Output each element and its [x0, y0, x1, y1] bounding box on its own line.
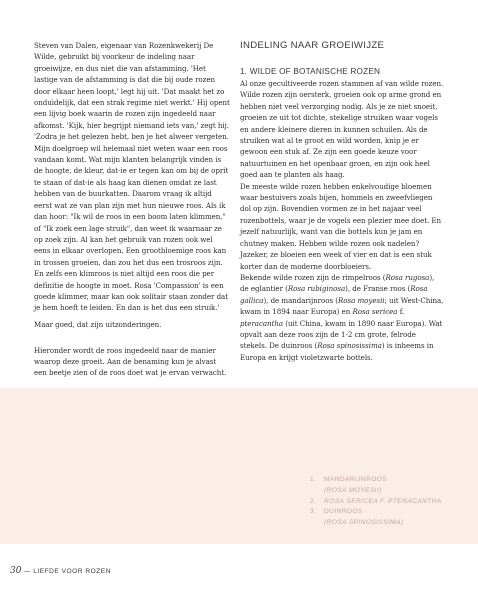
- text-span: f.: [397, 307, 405, 317]
- caption-name: ROSA SERICEA F. PTERACANTHA: [324, 497, 442, 505]
- latin-name: Rosa rugosa: [385, 272, 430, 282]
- caption-number: 3.: [310, 508, 317, 516]
- caption-latin: (ROSA SPINOSISSIMA): [324, 519, 404, 527]
- footer-separator: —: [21, 568, 34, 575]
- text-span: ) is inheems in Europa en krijgt violetzwarte bottels.: [240, 341, 434, 362]
- latin-name: Rosa moyesii: [337, 295, 385, 305]
- paragraph-intro: Hieronder wordt de roos ingedeeld naar de manier waarop deze groeit. Aan de benaming kun je alvast een beetje zien of de roos doet wat je ervan verwacht.: [34, 345, 227, 378]
- image-caption-list: [310, 475, 460, 529]
- right-text-column: [240, 40, 445, 363]
- caption-name: MANDARIJNROOS: [324, 476, 388, 483]
- caption-item: [310, 475, 460, 486]
- book-title: LIEFDE VOOR ROZEN: [33, 568, 111, 575]
- latin-name: Rosa gallica: [240, 284, 428, 305]
- text-span: ), de Franse roos (: [345, 284, 411, 294]
- latin-name: Rosa spinosissima: [317, 341, 382, 351]
- paragraph-exceptions: Maar goed, dat zijn uitzonderingen.: [34, 320, 162, 330]
- text-span: Bekende wilde rozen zijn de rimpelroos (: [240, 272, 386, 282]
- text-span: (uit China, kwam in 1890 naar Europa). Wat opvalt aan deze roos zijn de 1-2 cm grote, felrode stekels. De duinroos (: [240, 318, 443, 351]
- caption-number: 1.: [310, 476, 317, 483]
- text-span: ), de eglantier (: [240, 272, 435, 294]
- latin-name: Rosa rubiginosa: [287, 284, 346, 294]
- text-span: ; uit West-China, kwam in 1894 naar Europa) en: [240, 295, 444, 317]
- page-footer: [10, 566, 111, 576]
- caption-name: DUINROOS: [324, 508, 363, 516]
- latin-name: Rosa sericea: [352, 307, 398, 317]
- caption-latin: (ROSA MOYESII): [324, 486, 382, 494]
- caption-item: [310, 507, 460, 518]
- paragraph-known-species: [240, 272, 445, 363]
- caption-number: 2.: [310, 497, 317, 505]
- section-heading: INDELING NAAR GROEIWIJZE: [240, 40, 385, 51]
- paragraph-interview: Steven van Dalen, eigenaar van Rozenkwekerij De Wilde, gebruikt bij voorkeur de indeling naar groeiwijze, en dus niet die van afstamming. 'Het lastige van de afstamming is dat die bij oude rozen door elkaar heen loopt,' legt hij uit. 'Dat maakt het zo onduidelijk, dat een strak regime niet werkt.' Hij opent een lijvig boek waarin de rozen zijn ingedeeld naar afkomst. 'Kijk, hier begrijpt niemand iets van,' zegt hij. 'Zodra je het gelezen hebt, ben je het alweer vergeten. Mijn doelgroep wil helemaal niet weten waar een roos vandaan komt. Wat mijn klanten belangrijk vinden is de hoogte, de kleur, dat-ie er tegen kan om bij de oprit te staan of dat-ie als haag kan dienen omdat ze last hebben van de buurkatten. Daarom vraag ik altijd eerst wat ze van plan zijn met hun nieuwe roos. Als ik dan hoor: "Ik wil de roos in een boom laten klimmen," of "Ik zoek een lage struik", dan weet ik waarnaar ze op zoek zijn. Al kan het gebruik van rozen ook wel eens in elkaar overlopen. Een grootbloemige roos kan in trossen groeien, dan zou het dus een trosroos zijn. En zelfs een klimroos is niet altijd een roos die per definitie de hoogte in moet. Rosa 'Compassion' is een goede klimmer, maar kan ook solitair staan zonder dat je hem hoeft te leiden. En dan is het dus een struik.': [34, 41, 230, 313]
- paragraph-wild-roses: Al onze gecultiveerde rozen stammen af van wilde rozen. Wilde rozen zijn oersterk, groeien ook op arme grond en hebben niet veel verzorging nodig. Als je ze niet snoeit, groeien ze uit tot dichte, stekelige struiken waar vogels en andere kleinere dieren in kunnen schuilen. Als de struiken wat al te groot en wild worden, knip je er gewoon een stuk af. Ze zijn een goede keuze voor natuurtuinen en het openbaar groen, en zijn ook heel goed aan te planten als haag.: [240, 79, 444, 180]
- left-text-column: [34, 40, 230, 384]
- latin-name: pteracantha: [240, 318, 284, 328]
- text-span: ), de mandarijnroos (: [263, 295, 338, 305]
- subsection-heading: 1. WILDE OF BOTANISCHE ROZEN: [240, 67, 381, 76]
- paragraph-pollinators: De meeste wilde rozen hebben enkelvoudige bloemen waar bestuivers zoals bijen, hommels en zweefvliegen dol op zijn. Bovendien vormen ze in het najaar veel rozenbottels, waar je de vogels een plezier mee doet. En jezelf natuurlijk, want van die bottels kun je jam en chutney maken. Hebben wilde rozen ook nadelen? Jazeker, ze bloeien een week of vier en dat is een stuk korter dan de moderne doorbloeiers.: [240, 181, 442, 271]
- page-number: 30: [10, 566, 22, 576]
- caption-item: [310, 497, 460, 508]
